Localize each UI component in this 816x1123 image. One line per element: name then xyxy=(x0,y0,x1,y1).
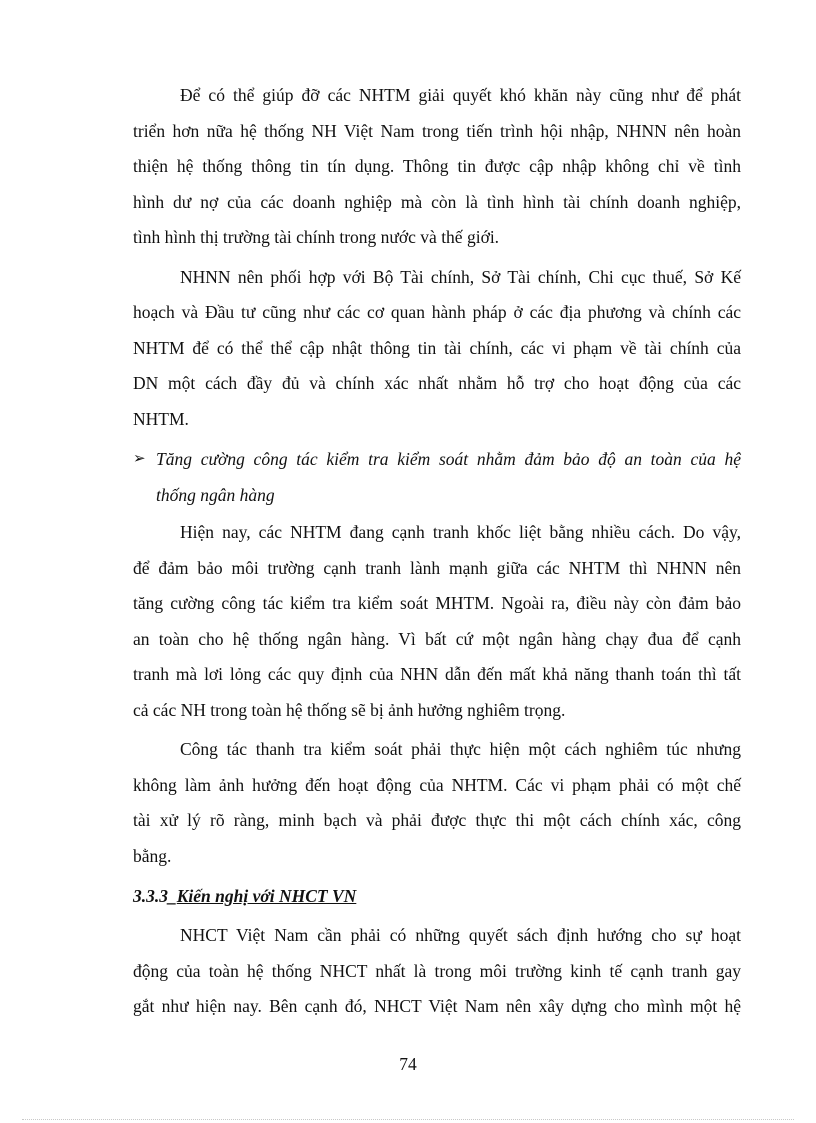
section-number: 3.3.3_ xyxy=(133,886,177,906)
paragraph-line: DN một cách đầy đủ và chính xác nhất nhằm hỗ trợ cho hoạt động của các xyxy=(133,373,741,393)
paragraph-4 xyxy=(133,732,741,874)
paragraph-line: bằng. xyxy=(133,845,172,866)
paragraph-3 xyxy=(133,515,741,728)
bullet-line: thống ngân hàng xyxy=(156,485,275,505)
paragraph-line: hình dư nợ của các doanh nghiệp mà còn là tình hình tài chính doanh nghiệp, xyxy=(133,191,741,212)
bullet-line: Tăng cường công tác kiểm tra kiểm soát nhằm đảm bảo độ an toàn của hệ xyxy=(156,449,741,469)
paragraph-line: động của toàn hệ thống NHCT nhất là trong môi trường kinh tế cạnh tranh gay xyxy=(133,960,741,981)
paragraph-line: thiện hệ thống thông tin tín dụng. Thông tin được cập nhập không chỉ về tình xyxy=(133,156,741,176)
paragraph-line: triển hơn nữa hệ thống NH Việt Nam trong tiến trình hội nhập, NHNN nên hoàn xyxy=(133,120,741,141)
paragraph-line: gắt như hiện nay. Bên cạnh đó, NHCT Việt Nam nên xây dựng cho mình một hệ xyxy=(133,996,741,1016)
paragraph-line: Hiện nay, các NHTM đang cạnh tranh khốc liệt bằng nhiều cách. Do vậy, xyxy=(180,522,741,542)
arrow-bullet-icon: ➢ xyxy=(133,451,146,467)
paragraph-line: tăng cường công tác kiểm tra kiểm soát MHTM. Ngoài ra, điều này còn đảm bảo xyxy=(133,593,741,613)
paragraph-line: NHCT Việt Nam cần phải có những quyết sách định hướng cho sự hoạt xyxy=(180,925,741,945)
paragraph-line: Để có thể giúp đỡ các NHTM giải quyết khó khăn này cũng như để phát xyxy=(180,85,741,105)
page-bottom-divider xyxy=(22,1119,794,1120)
paragraph-5 xyxy=(133,918,741,1025)
paragraph-line: NHTM để có thể thể cập nhật thông tin tài chính, các vi phạm về tài chính của xyxy=(133,337,741,358)
paragraph-line: hoạch và Đầu tư cũng như các cơ quan hành pháp ở các địa phương và chính các xyxy=(133,302,741,322)
paragraph-line: tình hình thị trường tài chính trong nước và thế giới. xyxy=(133,227,500,247)
paragraph-1 xyxy=(133,78,741,256)
paragraph-line: không làm ảnh hưởng đến hoạt động của NHTM. Các vi phạm phải có một chế xyxy=(133,774,741,795)
page-number: 74 xyxy=(399,1054,417,1074)
paragraph-line: tranh mà lơi lỏng các quy định của NHN dẫn đến mất khả năng thanh toán thì tất xyxy=(133,664,741,684)
paragraph-line: tài xử lý rõ ràng, minh bạch và phải được thực thi một cách chính xác, công xyxy=(133,810,741,830)
page-content xyxy=(133,78,741,1029)
bullet-point xyxy=(133,441,741,513)
paragraph-line: NHNN nên phối hợp với Bộ Tài chính, Sở Tài chính, Chi cục thuế, Sở Kế xyxy=(180,266,741,287)
paragraph-line: an toàn cho hệ thống ngân hàng. Vì bất cứ một ngân hàng chạy đua để cạnh xyxy=(133,628,741,649)
paragraph-line: cả các NH trong toàn hệ thống sẽ bị ảnh hưởng nghiêm trọng. xyxy=(133,699,566,720)
paragraph-line: để đảm bảo môi trường cạnh tranh lành mạnh giữa các NHTM thì NHNN nên xyxy=(133,557,741,578)
paragraph-2 xyxy=(133,260,741,438)
section-title: Kiến nghị với NHCT VN xyxy=(176,886,357,906)
paragraph-line: NHTM. xyxy=(133,408,189,429)
section-heading xyxy=(133,878,741,914)
paragraph-line: Công tác thanh tra kiểm soát phải thực hiện một cách nghiêm túc nhưng xyxy=(180,739,741,759)
